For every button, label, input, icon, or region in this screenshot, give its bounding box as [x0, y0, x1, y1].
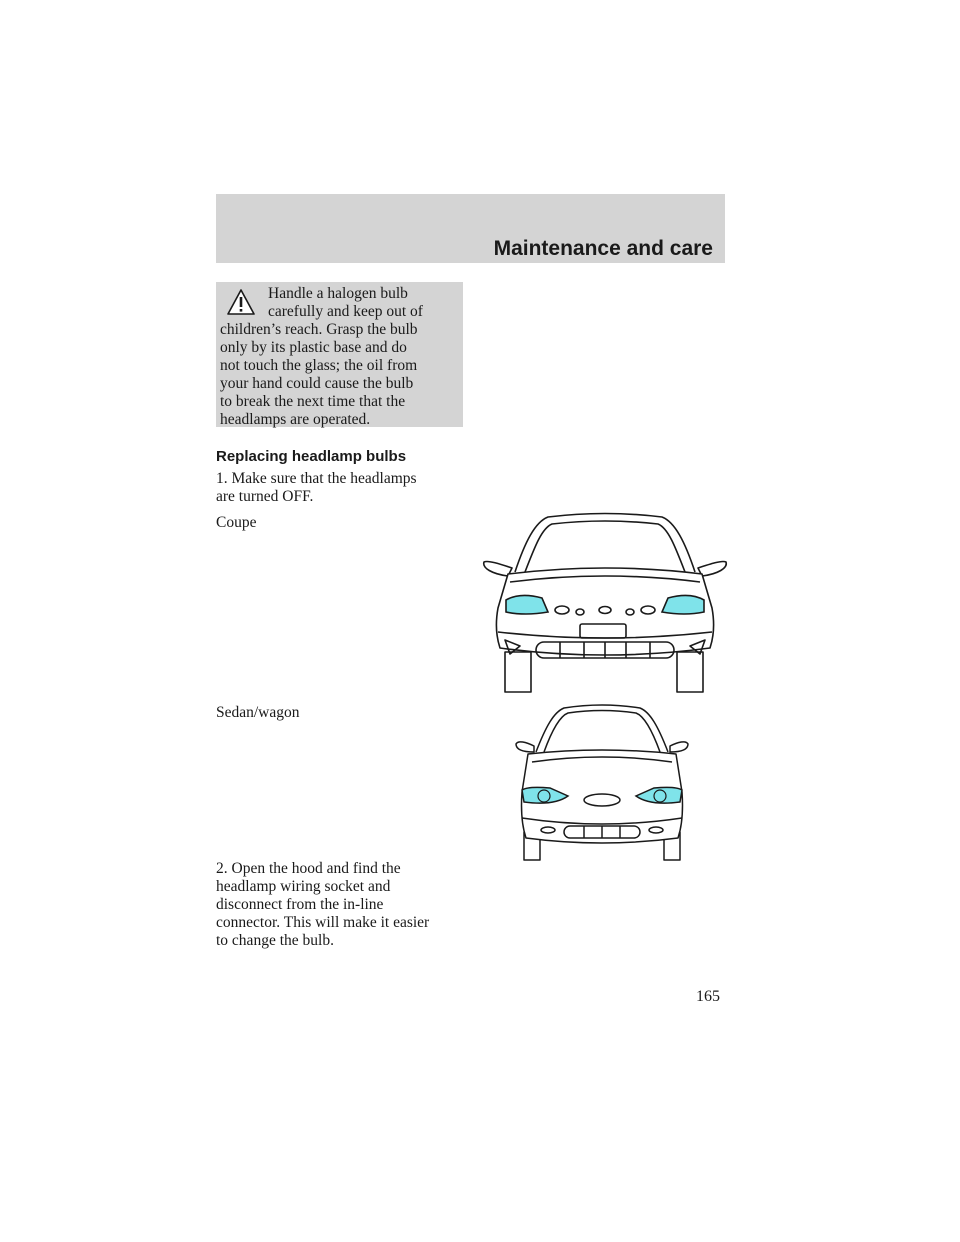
text-line: connector. This will make it easier: [216, 914, 430, 931]
text-line: disconnect from the in-line: [216, 896, 384, 913]
text-line: headlamp wiring socket and: [216, 878, 391, 895]
coupe-label: Coupe: [216, 514, 257, 531]
text-line: are turned OFF.: [216, 488, 314, 505]
right-headlamp: [662, 595, 704, 614]
warning-line: children’s reach. Grasp the bulb: [220, 321, 418, 338]
warning-box: [216, 282, 463, 427]
section-heading: Replacing headlamp bulbs: [216, 448, 407, 465]
sedan-wagon-front-illustration: [514, 702, 690, 862]
text-line: 2. Open the hood and find the: [216, 860, 401, 877]
warning-line: headlamps are operated.: [220, 411, 371, 428]
warning-text: [216, 282, 456, 429]
page-number: 165: [696, 988, 720, 1005]
sedan-wagon-label: Sedan/wagon: [216, 704, 300, 721]
warning-line: not touch the glass; the oil from: [220, 357, 418, 374]
warning-line: carefully and keep out of: [268, 303, 423, 320]
text-line: 1. Make sure that the headlamps: [216, 470, 417, 487]
section-title: Maintenance and care: [493, 237, 713, 260]
warning-line: your hand could cause the bulb: [220, 375, 414, 392]
left-headlamp: [506, 595, 548, 614]
step-2-text: [216, 860, 466, 950]
warning-line: to break the next time that the: [220, 393, 406, 410]
step-1-text: [216, 470, 466, 506]
coupe-front-illustration: [480, 512, 730, 694]
header-band: [216, 194, 725, 263]
text-line: to change the bulb.: [216, 932, 334, 949]
warning-line: only by its plastic base and do: [220, 339, 407, 356]
warning-line: Handle a halogen bulb: [268, 285, 408, 302]
